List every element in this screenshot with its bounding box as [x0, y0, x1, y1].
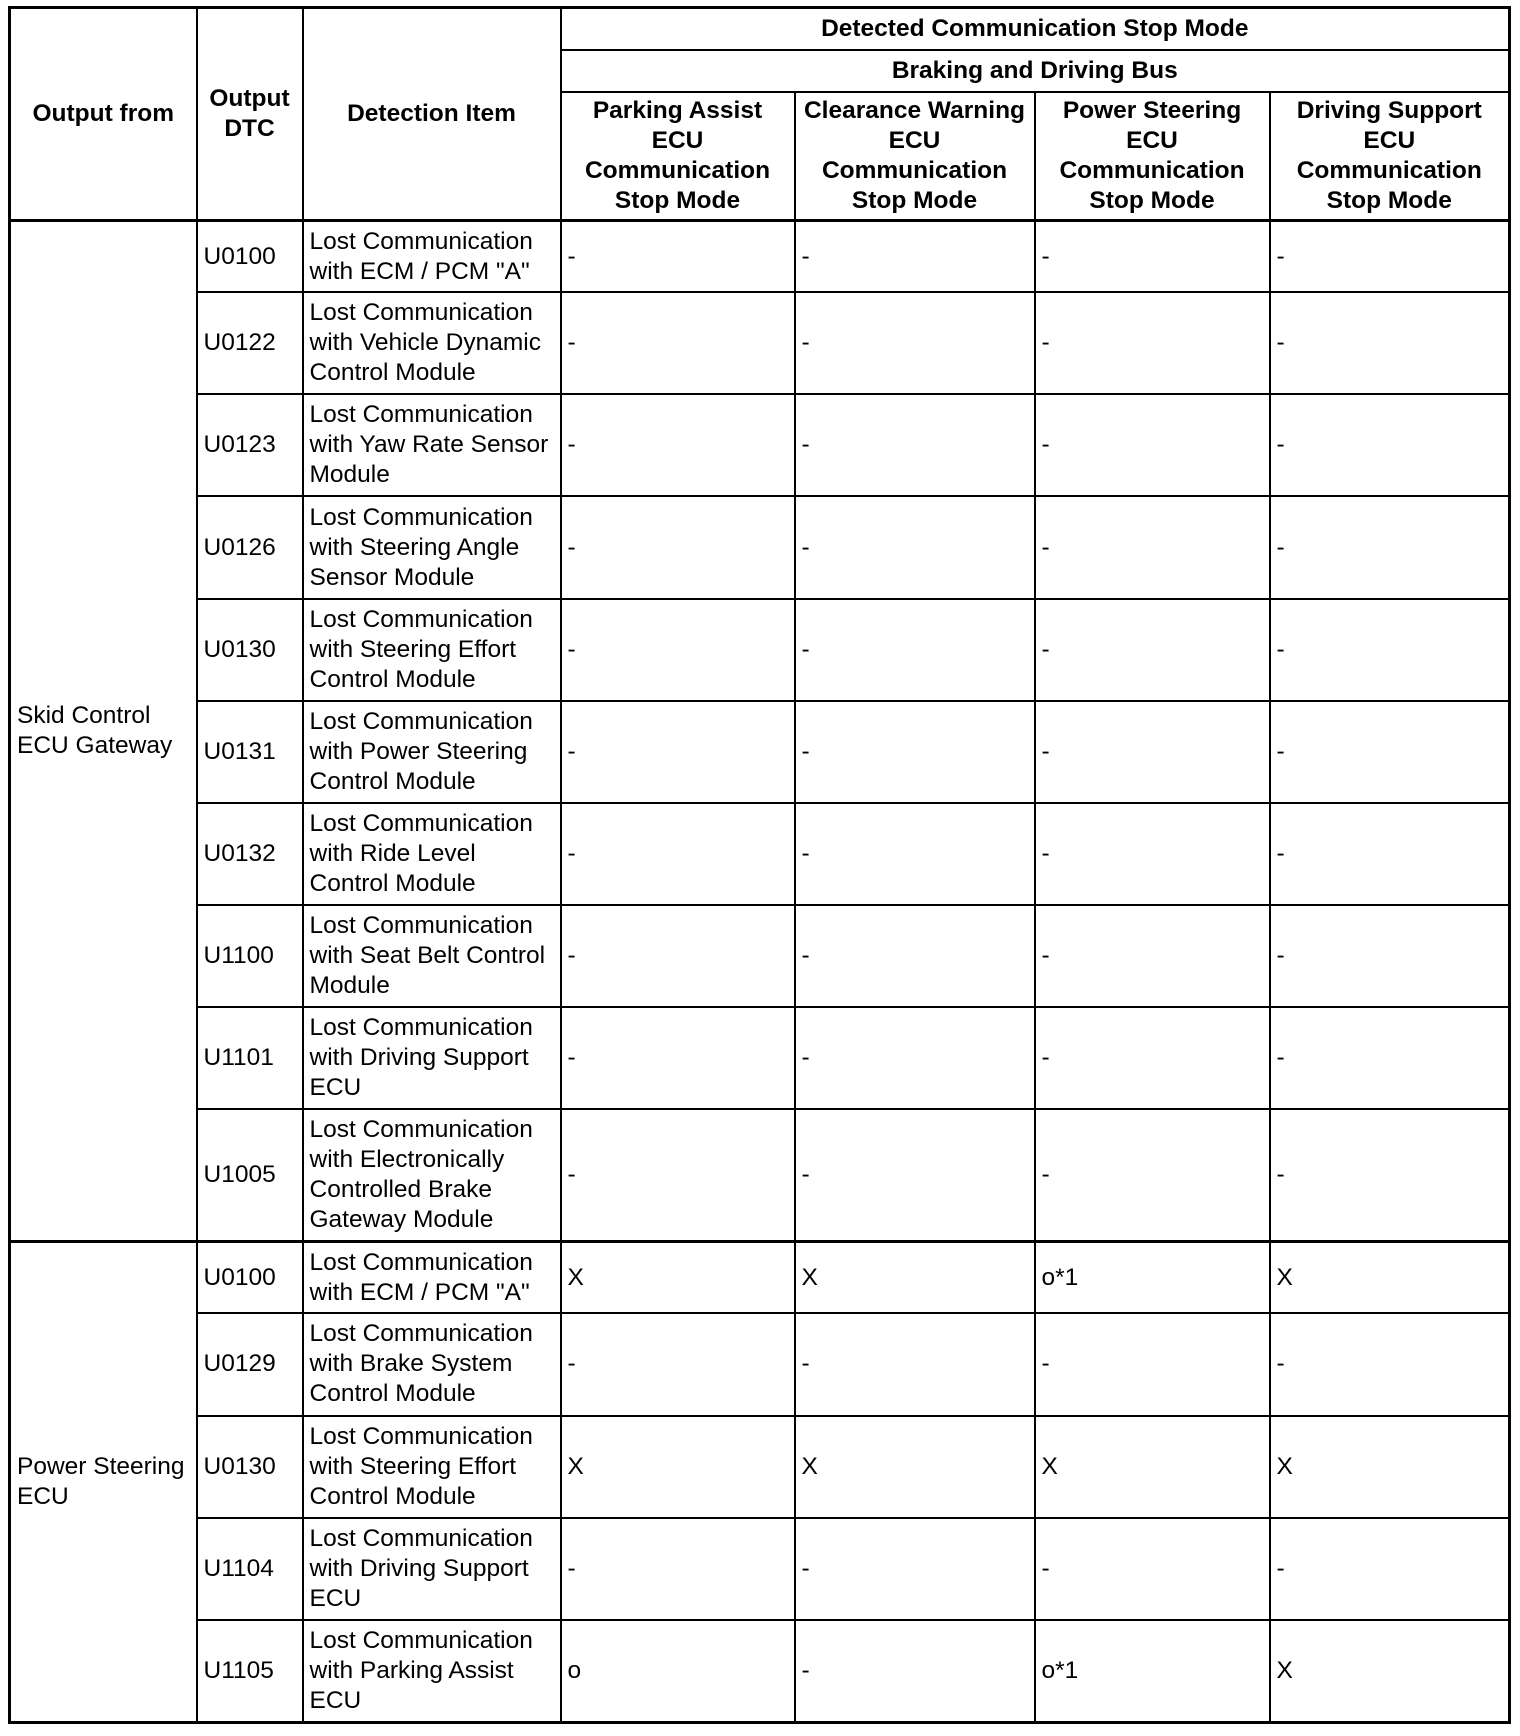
table-row — [10, 292, 1510, 394]
table-row — [10, 803, 1510, 905]
detection-item-cell: Lost Communication with Seat Belt Control Module — [303, 905, 561, 1007]
stop-mode-cell-power-steering: o*1 — [1035, 1620, 1270, 1723]
stop-mode-cell-driving-support: X — [1270, 1620, 1510, 1723]
detection-item-cell: Lost Communication with Vehicle Dynamic Control Module — [303, 292, 561, 394]
table-row — [10, 1109, 1510, 1242]
header-col-clearance-warning: Clearance Warning ECU Communication Stop Mode — [795, 92, 1035, 221]
stop-mode-cell-clearance-warning: - — [795, 1620, 1035, 1723]
detection-item-cell: Lost Communication with Parking Assist ECU — [303, 1620, 561, 1723]
stop-mode-cell-power-steering: - — [1035, 292, 1270, 394]
stop-mode-cell-driving-support: - — [1270, 905, 1510, 1007]
stop-mode-cell-driving-support: - — [1270, 496, 1510, 598]
stop-mode-cell-parking-assist: - — [561, 1313, 795, 1415]
dtc-code-cell: U0100 — [197, 221, 303, 293]
stop-mode-cell-power-steering: - — [1035, 905, 1270, 1007]
stop-mode-cell-power-steering: - — [1035, 803, 1270, 905]
stop-mode-cell-driving-support: - — [1270, 394, 1510, 496]
table-row — [10, 1416, 1510, 1518]
table-row — [10, 701, 1510, 803]
stop-mode-cell-clearance-warning: - — [795, 1109, 1035, 1242]
stop-mode-cell-parking-assist: - — [561, 292, 795, 394]
detection-item-cell: Lost Communication with Steering Effort Control Module — [303, 599, 561, 701]
stop-mode-cell-driving-support: - — [1270, 292, 1510, 394]
stop-mode-cell-clearance-warning: - — [795, 701, 1035, 803]
dtc-code-cell: U0131 — [197, 701, 303, 803]
stop-mode-cell-clearance-warning: - — [795, 496, 1035, 598]
header-detected-mode: Detected Communication Stop Mode — [561, 8, 1510, 51]
stop-mode-cell-parking-assist: X — [561, 1242, 795, 1314]
stop-mode-cell-parking-assist: - — [561, 1007, 795, 1109]
stop-mode-cell-power-steering: - — [1035, 701, 1270, 803]
dtc-code-cell: U0130 — [197, 1416, 303, 1518]
detection-item-cell: Lost Communication with Driving Support ECU — [303, 1518, 561, 1620]
dtc-code-cell: U1105 — [197, 1620, 303, 1723]
stop-mode-cell-parking-assist: - — [561, 599, 795, 701]
table-row — [10, 496, 1510, 598]
detection-item-cell: Lost Communication with Electronically Controlled Brake Gateway Module — [303, 1109, 561, 1242]
stop-mode-cell-driving-support: - — [1270, 1518, 1510, 1620]
dtc-code-cell: U0123 — [197, 394, 303, 496]
stop-mode-cell-clearance-warning: - — [795, 292, 1035, 394]
stop-mode-cell-clearance-warning: - — [795, 1313, 1035, 1415]
stop-mode-cell-driving-support: - — [1270, 221, 1510, 293]
detection-item-cell: Lost Communication with ECM / PCM "A" — [303, 1242, 561, 1314]
stop-mode-cell-parking-assist: - — [561, 803, 795, 905]
stop-mode-cell-power-steering: - — [1035, 496, 1270, 598]
output-from-cell: Skid Control ECU Gateway — [10, 221, 197, 1242]
stop-mode-cell-driving-support: - — [1270, 1109, 1510, 1242]
table-row — [10, 394, 1510, 496]
stop-mode-cell-power-steering: o*1 — [1035, 1242, 1270, 1314]
stop-mode-cell-driving-support: - — [1270, 1007, 1510, 1109]
stop-mode-cell-driving-support: X — [1270, 1416, 1510, 1518]
detection-item-cell: Lost Communication with Brake System Control Module — [303, 1313, 561, 1415]
dtc-code-cell: U0100 — [197, 1242, 303, 1314]
stop-mode-cell-parking-assist: - — [561, 905, 795, 1007]
dtc-code-cell: U0130 — [197, 599, 303, 701]
header-output-dtc: Output DTC — [197, 8, 303, 221]
stop-mode-cell-parking-assist: - — [561, 221, 795, 293]
stop-mode-cell-parking-assist: - — [561, 1518, 795, 1620]
dtc-code-cell: U1005 — [197, 1109, 303, 1242]
table-row — [10, 1620, 1510, 1723]
stop-mode-cell-clearance-warning: - — [795, 394, 1035, 496]
detection-item-cell: Lost Communication with Steering Angle Sensor Module — [303, 496, 561, 598]
detection-item-cell: Lost Communication with Steering Effort Control Module — [303, 1416, 561, 1518]
stop-mode-cell-driving-support: - — [1270, 701, 1510, 803]
stop-mode-cell-driving-support: - — [1270, 599, 1510, 701]
stop-mode-cell-parking-assist: - — [561, 496, 795, 598]
dtc-code-cell: U0122 — [197, 292, 303, 394]
stop-mode-cell-parking-assist: - — [561, 394, 795, 496]
stop-mode-cell-power-steering: - — [1035, 1313, 1270, 1415]
stop-mode-cell-clearance-warning: X — [795, 1416, 1035, 1518]
detection-item-cell: Lost Communication with Driving Support ECU — [303, 1007, 561, 1109]
stop-mode-cell-clearance-warning: - — [795, 1518, 1035, 1620]
stop-mode-cell-driving-support: - — [1270, 803, 1510, 905]
header-detection-item: Detection Item — [303, 8, 561, 221]
dtc-code-cell: U0129 — [197, 1313, 303, 1415]
dtc-code-cell: U1101 — [197, 1007, 303, 1109]
stop-mode-cell-clearance-warning: - — [795, 599, 1035, 701]
stop-mode-cell-clearance-warning: - — [795, 803, 1035, 905]
stop-mode-cell-parking-assist: - — [561, 1109, 795, 1242]
stop-mode-cell-clearance-warning: - — [795, 905, 1035, 1007]
table-row — [10, 1242, 1510, 1314]
detection-item-cell: Lost Communication with Power Steering Control Module — [303, 701, 561, 803]
stop-mode-cell-power-steering: - — [1035, 1109, 1270, 1242]
detection-item-cell: Lost Communication with Yaw Rate Sensor Module — [303, 394, 561, 496]
stop-mode-cell-driving-support: X — [1270, 1242, 1510, 1314]
detection-item-cell: Lost Communication with ECM / PCM "A" — [303, 221, 561, 293]
stop-mode-cell-power-steering: - — [1035, 221, 1270, 293]
table-row — [10, 905, 1510, 1007]
stop-mode-cell-power-steering: - — [1035, 599, 1270, 701]
stop-mode-cell-power-steering: - — [1035, 1007, 1270, 1109]
table-body — [10, 221, 1510, 1723]
detection-item-cell: Lost Communication with Ride Level Control Module — [303, 803, 561, 905]
stop-mode-cell-clearance-warning: - — [795, 1007, 1035, 1109]
table-row — [10, 1313, 1510, 1415]
stop-mode-cell-clearance-warning: - — [795, 221, 1035, 293]
stop-mode-cell-parking-assist: - — [561, 701, 795, 803]
dtc-stop-mode-table — [8, 6, 1511, 1724]
header-col-power-steering: Power Steering ECU Communication Stop Mode — [1035, 92, 1270, 221]
output-from-cell: Power Steering ECU — [10, 1242, 197, 1723]
header-output-from: Output from — [10, 8, 197, 221]
stop-mode-cell-parking-assist: o — [561, 1620, 795, 1723]
dtc-code-cell: U1100 — [197, 905, 303, 1007]
stop-mode-cell-power-steering: X — [1035, 1416, 1270, 1518]
table-row — [10, 599, 1510, 701]
table-row — [10, 1007, 1510, 1109]
table-row — [10, 1518, 1510, 1620]
stop-mode-cell-clearance-warning: X — [795, 1242, 1035, 1314]
header-col-parking-assist: Parking Assist ECU Communication Stop Mode — [561, 92, 795, 221]
stop-mode-cell-power-steering: - — [1035, 394, 1270, 496]
table-row — [10, 221, 1510, 293]
dtc-code-cell: U1104 — [197, 1518, 303, 1620]
header-col-driving-support: Driving Support ECU Communication Stop Mode — [1270, 92, 1510, 221]
stop-mode-cell-driving-support: - — [1270, 1313, 1510, 1415]
stop-mode-cell-power-steering: - — [1035, 1518, 1270, 1620]
stop-mode-cell-parking-assist: X — [561, 1416, 795, 1518]
header-bus: Braking and Driving Bus — [561, 50, 1510, 92]
dtc-code-cell: U0132 — [197, 803, 303, 905]
dtc-code-cell: U0126 — [197, 496, 303, 598]
